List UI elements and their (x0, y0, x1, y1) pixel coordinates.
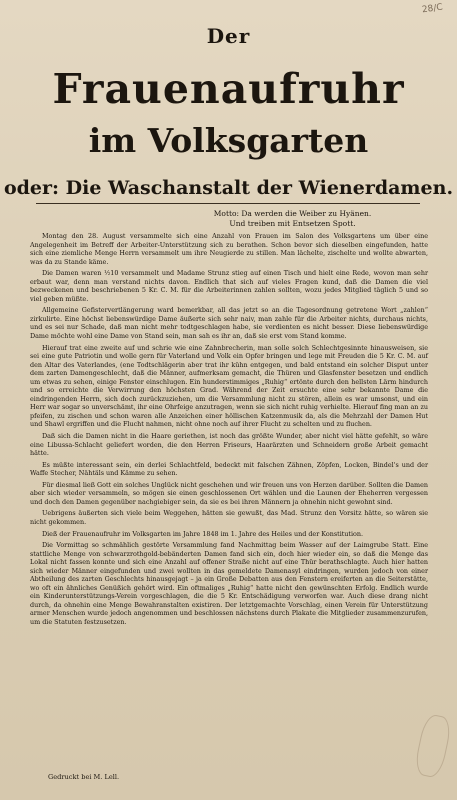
paragraph: Montag den 28. August versammelte sich eine Anzahl von Frauen im Salon des Volksgartens um über eine Angelegenheit im Betreff der Arbeiter-Unterstützung sich zu berathen. Schon bevor sich dieselben eingefunden, hatte sich eine ziemliche Menge Herrn versammelt um ihre Neugierde zu stillen. Man lächelte, zischelte und wollte abwarten, was da zu Stande käme. (30, 232, 428, 266)
paragraph: Die Vormittag so schmählich gestörte Versammlung fand Nachmittag beim Wasser auf der Laimgrube Statt. Eine stattliche Menge von schwarzrothgold-bebänderten Damen fand sich ein, doch hier wieder ein, so daß die Menge das Lokal nicht fassen konnte und sich eine Anzahl auf offener Straße nicht auf eine Thür berathschlagte. Auch hier hatten sich wieder Männer eingefunden und zwei wollten in das gemeldete Damenasyl eindringen, wurden jedoch von einer Abtheilung des zarten Geschlechts hinausgejagt – ja ein Große Debatten aus den Fenstern ereiferten an die Seiterstätte, wo oft ein ähnliches Genüßich gehört wird. Ein oftmaliges „Ruhig“ hatte nicht den gewünschten Erfolg. Endlich wurde ein Kinderunterstützungs-Verein vorgeschlagen, die die 5 Kr. Entschädigung verworfen war. Auch diese drang nicht durch, da ohnehin eine Menge Bewahranstalten existiren. Der letztgemachte Vorschlag, einen Verein für Unterstützung armer Menschen wurde jedoch angenommen und beschlossen nächstens durch Plakate die Mitglieder zusammenzurufen, um die Statuten festzusetzen. (30, 541, 428, 626)
motto-line-1: Motto: Da werden die Weiber zu Hyänen. (213, 209, 372, 218)
divider-rule (36, 203, 420, 204)
paragraph: Hierauf trat eine zweite auf und schrie wie eine Zahnbrecherin, man solle solch Schlechtgesinnte hinausweisen, sie sei eine gute Patriotin und wolle gern für Vaterland und Volk ein Opfer bringen und lege mit Freuden die 5 Kr. C. M. auf den Altar des Vaterlandes, (ene Todtschlägerin aber trat ihr kühn entgegen, und bald entstand ein solcher Disput unter dem zarten Damengeschlecht, daß die Männer, aufmerksam gemacht, die Thüren und Glasfenster besetzen und endlich um etwas zu sehen, einige Fenster einschlugen. Ein hunderstimmiges „Ruhig“ ertönte durch den hellsten Lärm hindurch und so erreichte die Verwirrung den höchsten Grad. Während der Zeit ersuchte eine sehr bekannte Dame die eindringenden Herrn, sich doch zurückzuziehen, um die Versammlung nicht zu stören, allein es war umsonst, und ein Herr war sogar so unverschämt, ihr eine Ohrfeige anzutragen, wenn sie sich nicht ruhig verhielte. Hierauf fing man an zu pfeifen, zu zischen und schon waren alle Anzeichen einer höllischen Katzenmusik da, als die Mehrzahl der Damen Hut und Shawl ergriffen und die Flucht nahmen, nicht ohne noch auf ihrer Flucht zu schelten und zu fluchen. (30, 343, 428, 429)
paragraph: Für diesmal ließ Gott ein solches Unglück nicht geschehen und wir freuen uns von Herzen darüber. Sollten die Damen aber sich wieder versammeln, so mögen sie einen geschlossenen Ort wählen und die Launen der Eheherren vergessen und doch den Damen gegenüber nachgiebiger sein, da sie es bei ihren Männern ja ohnehin nicht gewohnt sind. (30, 480, 428, 506)
printer-imprint: Gedruckt bei M. Lell. (48, 773, 120, 781)
title-line-volksgarten: im Volksgarten (88, 121, 369, 160)
paragraph: Uebrigens äußerten sich viele beim Weggehen, hätten sie gewußt, das Mad. Strunz den Vorsitz hätte, so wären sie nicht gekommen. (30, 509, 428, 526)
article-body (30, 232, 428, 630)
subtitle-waschanstalt: oder: Die Waschanstalt der Wienerdamen. (3, 177, 454, 199)
title-line-der: Der (206, 24, 251, 48)
paragraph: Dieß der Frauenaufruhr im Volksgarten im Jahre 1848 im 1. Jahre des Heiles und der Konstitution. (42, 529, 364, 538)
archive-pencil-note: 28/C (421, 2, 444, 16)
ink-stain-mark (413, 713, 453, 779)
title-line-frauenaufruhr: Frauenaufruhr (52, 65, 405, 113)
paragraph: Es müßte interessant sein, ein derlei Schlachtfeld, bedeckt mit falschen Zähnen, Zöpfen, Locken, Bindel's und der Waffe Stecher, Nähtäls und Kämme zu sehen. (30, 460, 428, 478)
motto-line-2: Und treiben mit Entsetzen Spott. (229, 219, 356, 228)
paragraph: Allgemeine Gefistervertlängerung ward bemerkbar, all das jetzt so an die Tagesordnung getretene Wort „zahlen“ zirkulirte. Eine höchst liebenswürdige Dame äußerte sich sehr naiv, man zahle für die Arbeiter nichts, durchaus nichts, und es sei nur Schade, daß man nicht mehr todtgeschlagen habe, sie verdienten es nicht besser. Diese liebenswürdige Dame möchte wohl eine Dame von Stand sein, man sah es ihr an, daß sie erst vom Stand komme. (30, 306, 428, 341)
paragraph: Die Damen waren ½10 versammelt und Madame Strunz stieg auf einen Tisch und hielt eine Rede, wovon man sehr erbaut war, denn man verstand nichts davon. Endlich that sich auf vieles Fragen kund, daß die Damen die viel bezweckenen und beschriebenen 5 Kr. C. M. für die Arbeiterinnen zahlen sollten, wozu jedes Mitglied täglich 5 und so viel geben müßte. (30, 269, 428, 303)
paragraph: Daß sich die Damen nicht in die Haare geriethen, ist noch das größte Wunder, aber nicht viel hätte gefehlt, so wäre eine Libussa-Schlacht geliefert worden, die den Herren Friseurs, Haarärzten und Schneidern große Arbeit gemacht hätte. (30, 432, 428, 458)
motto-block (150, 209, 435, 229)
